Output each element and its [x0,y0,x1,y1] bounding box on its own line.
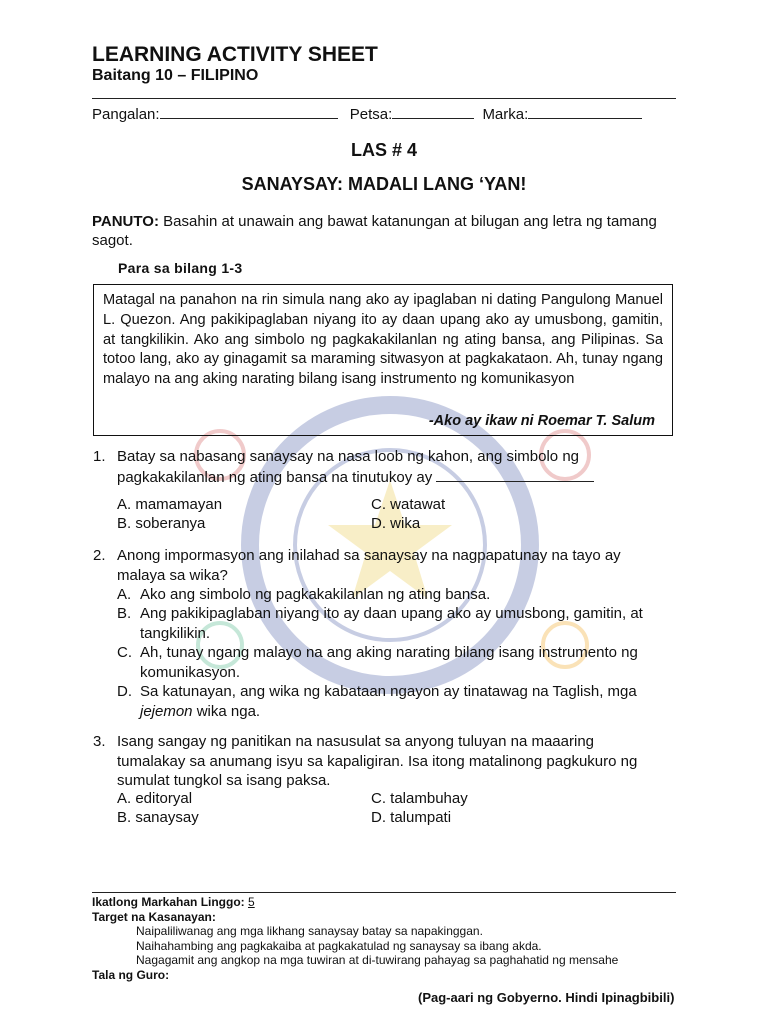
jejemon-italic: jejemon [140,702,193,720]
question-3 [93,732,653,792]
footer-divider [92,892,676,893]
option-1a[interactable]: A. mamamayan [117,496,223,513]
question-2: 2. Anong impormasyon ang inilahad sa sanaysay na nagpapatunay na tayo ay malaya sa wika? A. Ako ang simbolo ng pagkakakilanlan ng ating bansa. B. Ang pakikipaglaban niyang ito ay daan upang ako ay umusbong, gamitin, at tangkilikin. C. Ah, tunay ngang malayo na ang aking narating bilang isang instrumento ng komunikasyon. D. Sa katunayan, ang wika ng kabataan ngayon ay tinatawag na Taglish, mga jejemon wika nga. [93,546,653,722]
passage-range-label: Para sa bilang 1-3 [118,260,243,276]
passage-box [93,284,673,436]
passage-text: Matagal na panahon na rin simula nang ako ay ipaglaban ni dating Pangulong Manuel L. Quezon. Ang pakikipaglaban niyang ito ay daan upang ako ay umusbong, gamitin, at tangkilikin. Ako ang simbolo ng pagkakakilanlan ng ating bansa, ang Pilipinas. Sa totoo lang, ako ay ginagamit sa maraming sitwasyon at pagkakataon. Ah, tunay ngang malayo na ang aking narating bilang isang instrumento ng komunikasyon [103,292,663,388]
teacher-notes-label: Tala ng Guro: [92,967,170,982]
header-divider [92,98,676,99]
question-text: Anong impormasyon ang inilahad sa sanaysay na nagpapatunay na tayo ay malaya sa wika? [117,547,621,584]
question-text: Isang sangay ng panitikan na nasusulat sa anyong tuluyan na maaaring tumalakay sa anumang isyu sa kapaligiran. Isa itong matalinong pagkukuro ng sumulat tungkol sa isang paksa. [117,733,638,789]
footer-info [92,895,692,982]
las-number: LAS # 4 [350,140,418,160]
instructions-label: PANUTO: [92,213,159,230]
target-3: Nagagamit ang angkop na mga tuwiran at di-tuwirang pahayag sa paghahatid ng mensahe [136,953,619,967]
sheet-title: LEARNING ACTIVITY SHEET [92,43,378,66]
name-field[interactable] [160,104,338,119]
week-number: 5 [248,895,255,909]
answer-blank[interactable] [436,467,594,482]
date-label: Petsa: [349,106,393,123]
option-3b[interactable]: B. sanaysay [117,809,199,826]
lesson-title: SANAYSAY: MADALI LANG ‘YAN! [241,174,527,194]
target-1: Naipaliliwanag ang mga likhang sanaysay batay sa napakinggan. [136,924,483,938]
option-1d[interactable]: D. wika [371,515,421,532]
question-text: Batay sa nabasang sanaysay na nasa loob ng kahon, ang simbolo ng pagkakakilanlan ng ating bansa na tinutukoy ay [117,447,657,487]
target-2: Naihahambing ang pagkakaiba at pagkakatulad ng sanaysay sa ibang akda. [136,938,542,953]
target-label: Target na Kasanayan: [92,909,216,924]
question-number: 3. [93,733,106,750]
instructions [92,212,682,250]
question-number: 2. [93,547,106,564]
instructions-text: Basahin at unawain ang bawat katanungan at bilugan ang letra ng tamang sagot. [92,213,657,249]
option-3d[interactable]: D. talumpati [371,809,452,826]
quarter-label: Ikatlong Markahan Linggo: [92,895,245,909]
passage-source: -Ako ay ikaw ni Roemar T. Salum [428,413,655,429]
name-label: Pangalan: [92,106,160,123]
option-1b[interactable]: B. soberanya [117,515,206,532]
option-3a[interactable]: A. editoryal [117,790,193,807]
option-3c[interactable]: C. talambuhay [371,790,468,807]
ownership-note: (Pag-aari ng Gobyerno. Hindi Ipinagbibili) [418,990,675,1005]
score-label: Marka: [482,106,529,123]
option-1c[interactable]: C. watawat [371,496,446,513]
question-number: 1. [93,448,106,465]
sheet-subtitle: Baitang 10 – FILIPINO [92,67,259,84]
date-field[interactable] [392,104,474,119]
score-field[interactable] [528,104,642,119]
student-info-fields [92,104,642,123]
